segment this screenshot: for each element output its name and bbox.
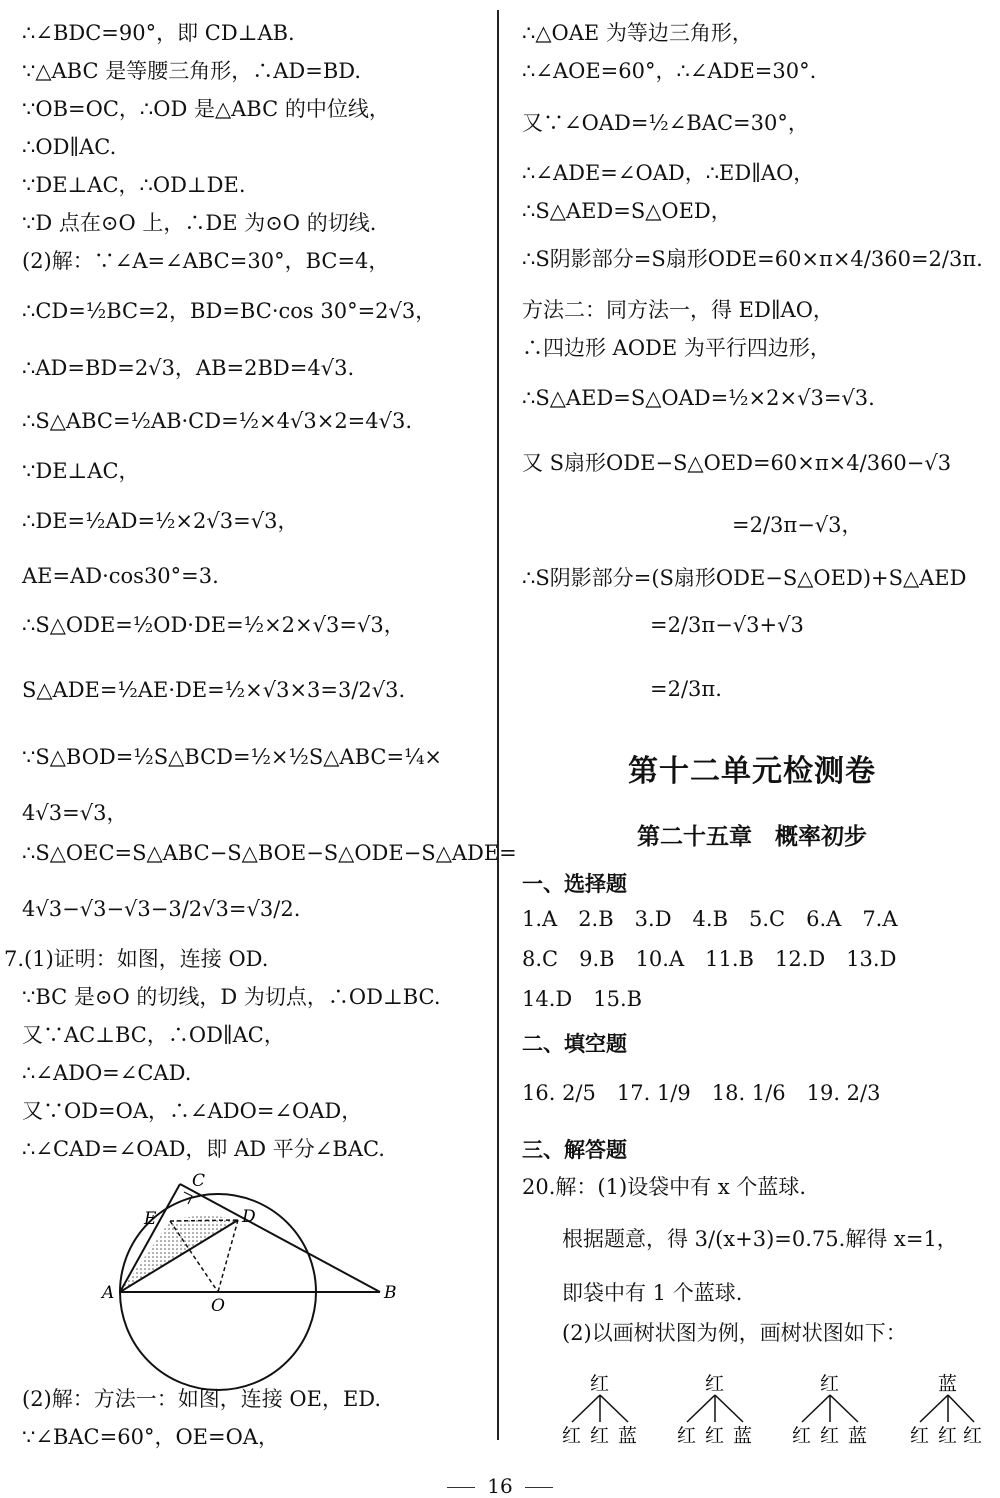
column-divider [497, 10, 499, 1440]
tree-group [910, 1373, 982, 1447]
text-line: ∴S△ABC=½AB·CD=½×4√3×2=4√3. [22, 409, 413, 433]
tree-group [562, 1373, 637, 1447]
answer-row: 8.C 9.B 10.A 11.B 12.D 13.D [522, 947, 897, 971]
text-line: 即袋中有 1 个蓝球. [562, 1281, 743, 1305]
text-line: (2)解：方法一：如图，连接 OE，ED. [22, 1387, 382, 1411]
label-o: O [211, 1296, 225, 1316]
text-line: ∴∠BDC=90°，即 CD⊥AB. [22, 21, 295, 45]
text-line: =2/3π−√3+√3 [650, 613, 804, 637]
text-line: ∴OD∥AC. [22, 135, 117, 159]
svg-text:红: 红 [590, 1425, 610, 1447]
text-line: 又∵OD=OA，∴∠ADO=∠OAD， [22, 1099, 363, 1123]
svg-text:蓝: 蓝 [938, 1373, 958, 1395]
text-line: ∴S阴影部分=(S扇形ODE−S△OED)+S△AED [522, 566, 967, 590]
text-line: ∴∠CAD=∠OAD，即 AD 平分∠BAC. [22, 1137, 385, 1161]
section-heading: 三、解答题 [522, 1138, 627, 1162]
svg-text:蓝: 蓝 [848, 1425, 868, 1447]
text-line: ∴S△OEC=S△ABC−S△BOE−S△ODE−S△ADE= [22, 841, 517, 865]
text-line: =2/3π. [650, 677, 722, 701]
text-line: ∵DE⊥AC，∴OD⊥DE. [22, 173, 246, 197]
svg-text:红: 红 [963, 1425, 982, 1447]
text-line: ∵DE⊥AC， [22, 459, 140, 483]
svg-text:红: 红 [705, 1373, 725, 1395]
text-line: S△ADE=½AE·DE=½×√3×3=3/2√3. [22, 678, 406, 702]
geometry-figure [92, 1168, 412, 1398]
svg-text:红: 红 [820, 1425, 840, 1447]
chapter-title: 第二十五章 概率初步 [637, 824, 867, 850]
text-line: ∴S△ODE=½OD·DE=½×2×√3=√3， [22, 613, 405, 637]
text-line: ∴S阴影部分=S扇形ODE=60×π×4/360=2/3π. [522, 247, 983, 271]
label-e: E [144, 1209, 157, 1229]
svg-text:红: 红 [677, 1425, 697, 1447]
text-line: 又∵AC⊥BC，∴OD∥AC， [22, 1023, 285, 1047]
tree-group [677, 1373, 752, 1447]
page-number-rule [525, 1487, 553, 1488]
text-line: ∴∠AOE=60°，∴∠ADE=30°. [522, 59, 817, 83]
text-line: =2/3π−√3， [732, 513, 863, 537]
text-line: 方法二：同方法一，得 ED∥AO， [522, 298, 834, 322]
text-line: (2)解：∵∠A=∠ABC=30°，BC=4， [22, 249, 390, 273]
label-d: D [242, 1207, 256, 1227]
text-line: ∴∠ADO=∠CAD. [22, 1061, 192, 1085]
answer-row: 1.A 2.B 3.D 4.B 5.C 6.A 7.A [522, 907, 898, 931]
text-line: ∴AD=BD=2√3，AB=2BD=4√3. [22, 356, 355, 380]
text-line: ∵D 点在⊙O 上，∴DE 为⊙O 的切线. [22, 211, 377, 235]
page-number [0, 1474, 1000, 1498]
text-line: 4√3=√3， [22, 801, 128, 825]
answer-row: 16. 2/5 17. 1/9 18. 1/6 19. 2/3 [522, 1081, 881, 1105]
text-line: ∵S△BOD=½S△BCD=½×½S△ABC=¼× [22, 745, 443, 769]
text-line: ∴S△AED=S△OED， [522, 199, 732, 223]
text-line: ∵∠BAC=60°，OE=OA， [22, 1425, 279, 1449]
question-7-heading: 7.(1)证明：如图，连接 OD. [4, 947, 269, 971]
svg-text:红: 红 [938, 1425, 958, 1447]
text-line: ∵△ABC 是等腰三角形，∴AD=BD. [22, 59, 362, 83]
svg-text:蓝: 蓝 [618, 1425, 638, 1447]
svg-text:红: 红 [820, 1373, 840, 1395]
label-c: C [192, 1171, 206, 1191]
text-line: ∴△OAE 为等边三角形， [522, 21, 753, 45]
text-line: 根据题意，得 3/(x+3)=0.75.解得 x=1， [562, 1227, 958, 1251]
svg-text:红: 红 [562, 1425, 582, 1447]
text-line: 20.解：(1)设袋中有 x 个蓝球. [522, 1175, 807, 1199]
text-line: ∴四边形 AODE 为平行四边形， [522, 336, 831, 360]
page-number-rule [447, 1487, 475, 1488]
tree-group [792, 1373, 867, 1447]
text-line: ∴CD=½BC=2，BD=BC·cos 30°=2√3， [22, 299, 437, 323]
text-line: 4√3−√3−√3−3/2√3=√3/2. [22, 897, 301, 921]
label-b: B [384, 1283, 397, 1303]
text-line: ∵OB=OC，∴OD 是△ABC 的中位线， [22, 97, 390, 121]
text-line: AE=AD·cos30°=3. [22, 564, 219, 588]
svg-text:红: 红 [910, 1425, 930, 1447]
text-line: 又∵∠OAD=½∠BAC=30°， [522, 111, 809, 135]
svg-text:红: 红 [705, 1425, 725, 1447]
tree-diagram [522, 1370, 982, 1450]
text-line: ∴DE=½AD=½×2√3=√3， [22, 509, 299, 533]
page-number-text: 16 [487, 1474, 513, 1498]
text-line: ∵BC 是⊙O 的切线，D 为切点，∴OD⊥BC. [22, 985, 441, 1009]
svg-text:红: 红 [792, 1425, 812, 1447]
svg-text:蓝: 蓝 [733, 1425, 753, 1447]
text-line: ∴S△AED=S△OAD=½×2×√3=√3. [522, 386, 875, 410]
unit-title: 第十二单元检测卷 [628, 754, 876, 789]
text-line: ∴∠ADE=∠OAD，∴ED∥AO， [522, 161, 815, 185]
svg-text:红: 红 [590, 1373, 610, 1395]
section-heading: 一、选择题 [522, 872, 627, 896]
text-line: 又 S扇形ODE−S△OED=60×π×4/360−√3 [522, 451, 952, 475]
text-line: (2)以画树状图为例，画树状图如下： [562, 1321, 907, 1345]
label-a: A [102, 1283, 115, 1303]
section-heading: 二、填空题 [522, 1032, 627, 1056]
answer-row: 14.D 15.B [522, 987, 643, 1011]
